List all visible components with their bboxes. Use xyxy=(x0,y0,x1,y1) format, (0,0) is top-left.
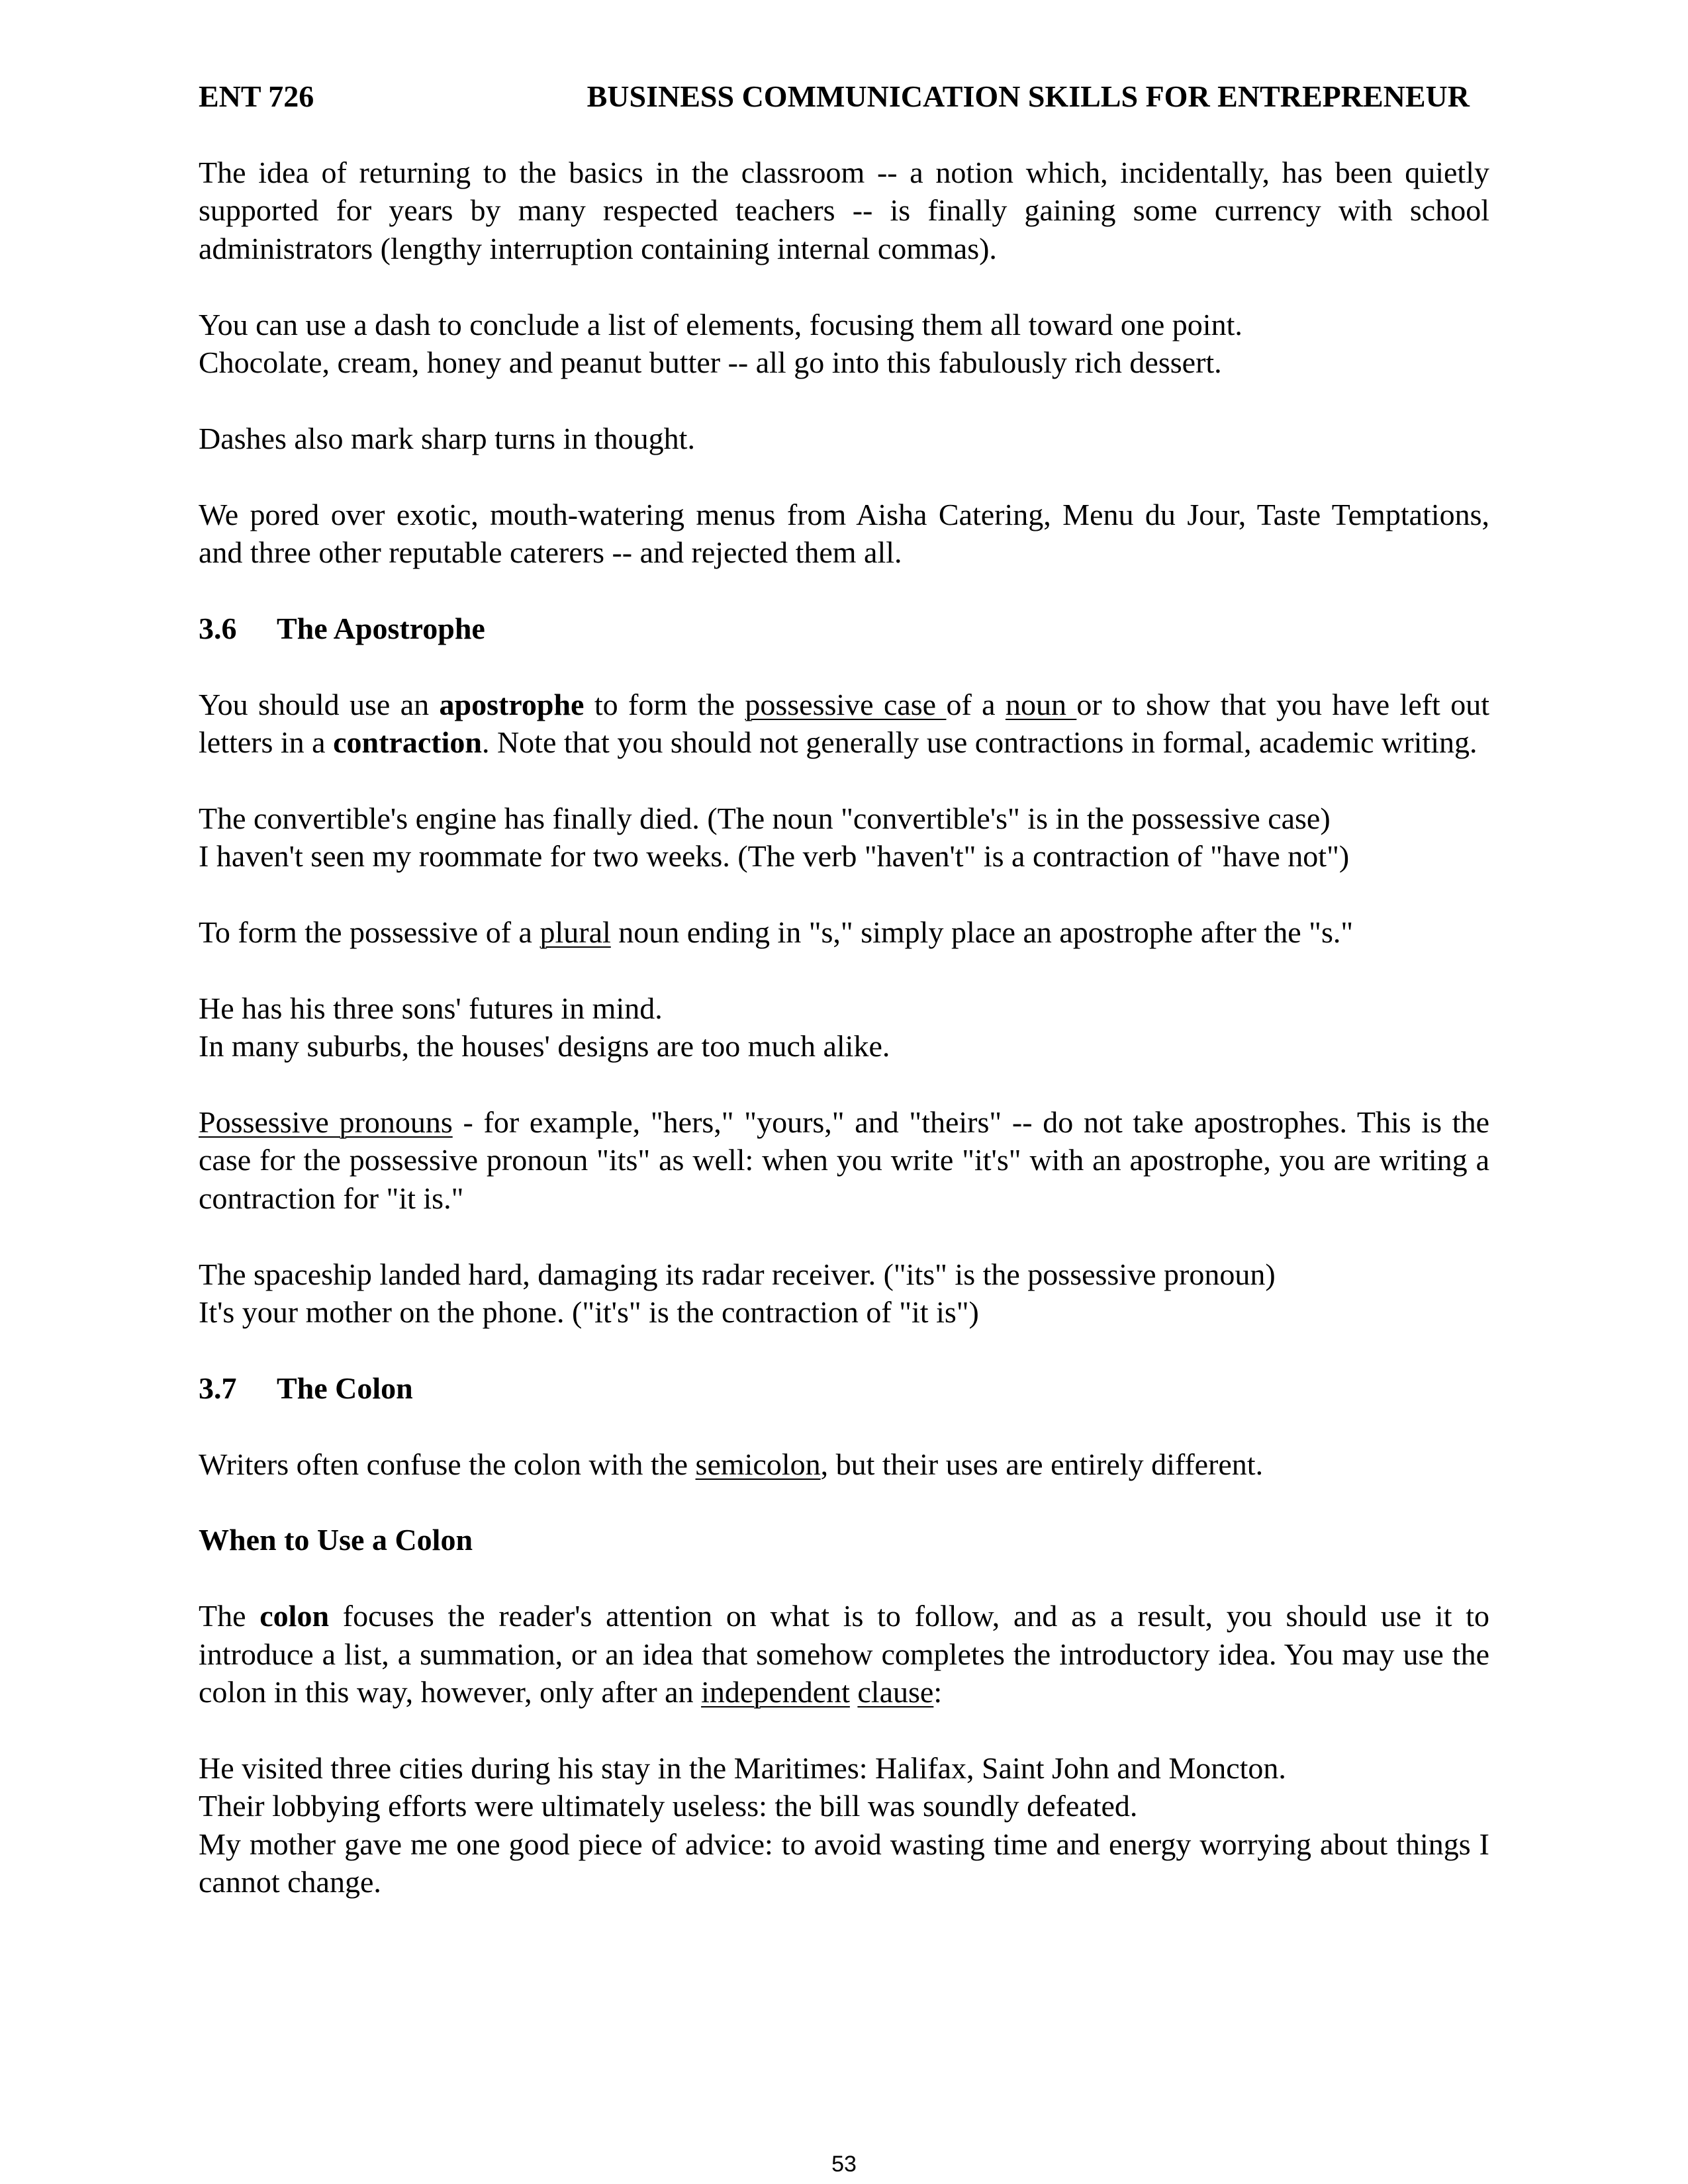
link-possessive-pronouns[interactable]: Possessive pronouns xyxy=(199,1105,453,1140)
course-code: ENT 726 xyxy=(199,79,314,113)
link-plural[interactable]: plural xyxy=(539,915,611,950)
section-heading-colon xyxy=(199,1369,1489,1407)
link-possessive-case[interactable]: possessive case xyxy=(745,687,947,721)
section-title: The Colon xyxy=(277,1371,413,1405)
link-noun[interactable]: noun xyxy=(1005,687,1077,721)
apostrophe-plural-rule: To form the possessive of a plural noun ending in "s," simply place an apostrophe after the "s." xyxy=(199,915,1354,950)
dash-paragraph-sharp-turns: Dashes also mark sharp turns in thought. xyxy=(199,421,695,455)
page-number: 53 xyxy=(831,2152,857,2177)
colon-intro-paragraph: Writers often confuse the colon with the semicolon, but their uses are entirely different. xyxy=(199,1447,1264,1481)
colon-example-maritimes: He visited three cities during his stay in the Maritimes: Halifax, Saint John and Moncton. xyxy=(199,1751,1286,1785)
apostrophe-example-mother-phone: It's your mother on the phone. ("it's" is the contraction of "it is") xyxy=(199,1295,979,1330)
dash-example-dessert: Chocolate, cream, honey and peanut butter -- all go into this fabulously rich dessert. xyxy=(199,345,1222,380)
dash-paragraph-interruption: The idea of returning to the basics in the classroom -- a notion which, incidentally, has been quietly supported for years by many respected teachers -- is finally gaining some currency with school administrators (lengthy interruption containing internal commas). xyxy=(199,156,1489,265)
section-number: 3.7 xyxy=(199,1371,237,1405)
term-apostrophe: apostrophe xyxy=(439,687,585,721)
link-independent[interactable]: independent xyxy=(701,1675,850,1709)
section-title: The Apostrophe xyxy=(277,611,485,645)
apostrophe-example-houses: In many suburbs, the houses' designs are too much alike. xyxy=(199,1029,890,1064)
term-contraction: contraction xyxy=(333,725,482,760)
subheading-when-to-use-colon: When to Use a Colon xyxy=(199,1523,473,1557)
apostrophe-example-convertible: The convertible's engine has finally died. (The noun "convertible's" is in the possessive case) xyxy=(199,801,1331,835)
possessive-pronouns-paragraph: Possessive pronouns - for example, "hers," "yours," and "theirs" -- do not take apostrophes. This is the case for the possessive pronoun "its" as well: when you write "it's" with an apostrophe, you are writing a contraction for "it is." xyxy=(199,1105,1489,1215)
colon-example-lobbying: Their lobbying efforts were ultimately useless: the bill was soundly defeated. xyxy=(199,1789,1138,1823)
dash-example-caterers: We pored over exotic, mouth-watering menus from Aisha Catering, Menu du Jour, Taste Temptations, and three other reputable caterers -- and rejected them all. xyxy=(199,497,1489,570)
link-semicolon[interactable]: semicolon xyxy=(695,1447,821,1481)
apostrophe-example-spaceship: The spaceship landed hard, damaging its radar receiver. ("its" is the possessive pronoun) xyxy=(199,1257,1276,1291)
page-body xyxy=(199,154,1489,1901)
term-colon: colon xyxy=(259,1599,330,1633)
course-title: BUSINESS COMMUNICATION SKILLS FOR ENTREPRENEUR xyxy=(586,79,1470,113)
colon-usage-paragraph: The colon focuses the reader's attention on what is to follow, and as a result, you should use it to introduce a list, a summation, or an idea that somehow completes the introductory idea. You may use the colon in this way, however, only after an independent clause: xyxy=(199,1599,1489,1709)
section-number: 3.6 xyxy=(199,611,237,645)
colon-example-advice: My mother gave me one good piece of advice: to avoid wasting time and energy worrying about things I cannot change. xyxy=(199,1827,1489,1899)
link-clause[interactable]: clause xyxy=(857,1675,934,1709)
apostrophe-example-roommate: I haven't seen my roommate for two weeks. (The verb "haven't" is a contraction of "have not") xyxy=(199,839,1350,874)
apostrophe-example-sons: He has his three sons' futures in mind. xyxy=(199,991,663,1025)
dash-paragraph-list-rule: You can use a dash to conclude a list of elements, focusing them all toward one point. xyxy=(199,307,1243,341)
apostrophe-intro-paragraph: You should use an apostrophe to form the possessive case of a noun or to show that you have left out letters in a contraction. Note that you should not generally use contractions in formal, academic writing. xyxy=(199,687,1489,760)
section-heading-apostrophe xyxy=(199,610,1489,647)
